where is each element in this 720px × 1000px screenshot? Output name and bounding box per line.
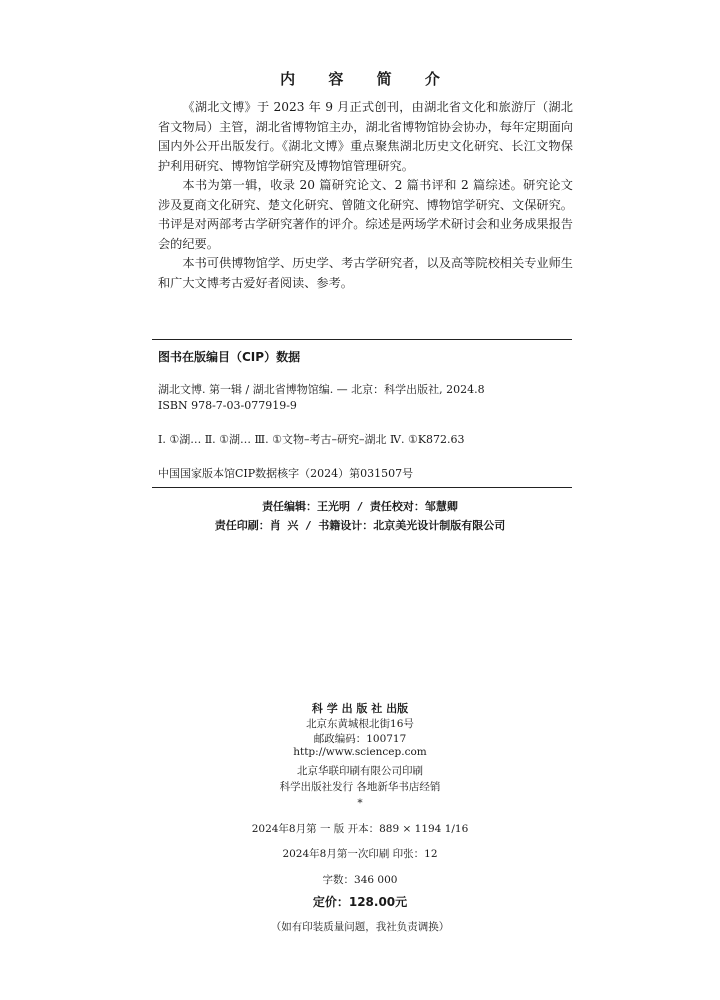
cip-classification: Ⅰ. ①湖… Ⅱ. ①湖… Ⅲ. ①文物–考古–研究–湖北 Ⅳ. ①K872.63	[158, 433, 465, 446]
cip-number: 中国国家版本馆CIP数据核字（2024）第031507号	[158, 467, 414, 480]
quality-notice: （如有印装质量问题，我社负责调换）	[270, 921, 450, 933]
intro-title: 内 容 简 介	[280, 70, 454, 88]
intro-paragraph: 本书为第一辑，收录 20 篇研究论文、2 篇书评和 2 篇综述。研究论文涉及夏商文化研究、楚文化研究、曾随文化研究、博物馆学研究、文保研究。书评是对两部考古学研究著作的评介。综述是两场学术研讨会和业务成果报告会的纪要。	[158, 178, 573, 251]
publisher-distribution: 科学出版社发行 各地新华书店经销	[279, 781, 441, 793]
intro-body	[158, 98, 573, 293]
publisher-postcode: 邮政编码：100717	[313, 733, 407, 745]
cip-heading: 图书在版编目（CIP）数据	[158, 350, 301, 364]
word-count: 字数：346 000	[322, 874, 398, 886]
cip-record: 湖北文博. 第一辑 / 湖北省博物馆编. — 北京：科学出版社, 2024.8	[158, 383, 485, 396]
intro-paragraph: 本书可供博物馆学、历史学、考古学研究者，以及高等院校相关专业师生和广大文博考古爱好者阅读、参考。	[158, 256, 573, 290]
publisher-printer: 北京华联印刷有限公司印刷	[297, 765, 423, 777]
intro-paragraph: 《湖北文博》于 2023 年 9 月正式创刊，由湖北省文化和旅游厅（湖北省文物局）主管，湖北省博物馆主办，湖北省博物馆协会协办，每年定期面向国内外公开出版发行。《湖北文博》重点聚焦湖北历史文化研究、长江文物保护利用研究、博物馆学研究及博物馆管理研究。	[158, 100, 573, 173]
credits-editors: 责任编辑：王光明 / 责任校对：邹慧卿	[262, 500, 458, 513]
publisher-name: 科 学 出 版 社 出版	[311, 702, 409, 715]
price: 定价：128.00元	[312, 895, 408, 909]
credits-printing-design: 责任印刷：肖 兴 / 书籍设计：北京美光设计制版有限公司	[214, 519, 506, 532]
publisher-website: http://www.sciencep.com	[293, 746, 427, 758]
printing-sheets: 2024年8月第一次印刷 印张：12	[282, 848, 438, 860]
edition-format: 2024年8月第 一 版 开本：889 × 1194 1/16	[251, 823, 469, 835]
separator-asterisk: *	[357, 797, 363, 809]
publisher-address: 北京东黄城根北街16号	[306, 718, 414, 730]
cip-isbn: ISBN 978-7-03-077919-9	[158, 399, 297, 412]
cip-bottom-rule	[152, 487, 572, 488]
cip-top-rule	[152, 339, 572, 340]
